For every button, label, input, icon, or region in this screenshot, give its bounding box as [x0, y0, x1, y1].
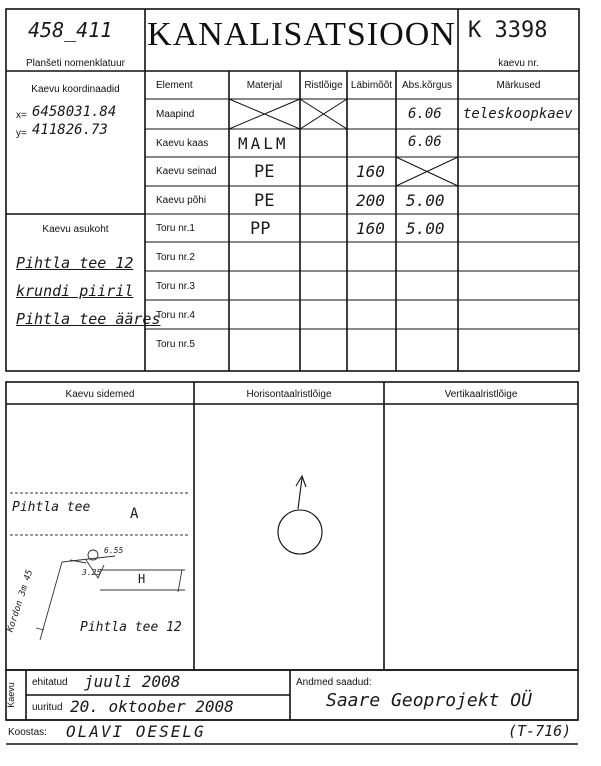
row-notes: teleskoopkaev [463, 106, 573, 122]
built-value: juuli 2008 [84, 672, 181, 691]
row-height: 5.00 [406, 191, 445, 210]
x-label: x= [16, 110, 27, 121]
row-diameter: 200 [356, 191, 385, 210]
horizontal-section-label: Horisontaalristlõige [246, 389, 332, 400]
row-material: MALM [238, 134, 289, 153]
vertical-section-label: Vertikaalristlõige [444, 389, 518, 400]
row-element: Toru nr.3 [156, 281, 195, 292]
y-label: y= [16, 128, 27, 139]
row-element: Maapind [156, 109, 195, 120]
header-cross: Ristlõige [304, 80, 343, 91]
page-title: KANALISATSIOON [147, 16, 456, 53]
sketch-side-text: Kordon 3m 45 [5, 568, 36, 634]
sketch-dim-2: 3.25 [82, 568, 102, 577]
row-material: PE [254, 191, 275, 211]
compiled-value: OLAVI OESELG [66, 722, 206, 741]
row-material: PP [250, 219, 271, 239]
built-label: ehitatud [32, 677, 68, 688]
row-element: Toru nr.1 [156, 223, 195, 234]
form-code: (T-716) [508, 722, 572, 740]
data-from-value: Saare Geoprojekt OÜ [326, 690, 532, 711]
row-height: 6.06 [408, 134, 442, 150]
row-height: 5.00 [406, 219, 445, 238]
sheet-number: 458_411 [28, 18, 113, 42]
ties-label: Kaevu sidemed [65, 389, 135, 400]
data-from-label: Andmed saadud: [296, 677, 372, 688]
location-line-1: Pihtla tee 12 [16, 254, 134, 272]
footer-side-label: Kaevu [5, 682, 16, 708]
surveyed-label: uuritud [32, 702, 63, 713]
location-line-3: Pihtla tee ääres [16, 310, 161, 328]
surveyed-value: 20. oktoober 2008 [70, 697, 234, 716]
y-value: 411826.73 [32, 122, 108, 138]
location-label: Kaevu asukoht [42, 224, 109, 235]
ties-sketch [10, 493, 190, 640]
row-diameter: 160 [356, 162, 385, 181]
row-height: 6.06 [408, 106, 442, 122]
header-diameter: Läbimõõt [350, 80, 393, 91]
row-material: PE [254, 162, 275, 182]
row-element: Toru nr.5 [156, 339, 195, 350]
well-number: K 3398 [468, 18, 548, 43]
sketch-address: Pihtla tee 12 [80, 620, 182, 635]
sketch-letter-h: H [138, 572, 146, 586]
header-notes: Märkused [496, 80, 541, 91]
sketch-dim-1: 6.55 [104, 546, 124, 555]
sketch-letter-a: A [130, 506, 139, 522]
header-material: Materjal [246, 80, 283, 91]
row-element: Kaevu seinad [156, 166, 217, 177]
compiled-label: Koostas: [8, 727, 47, 738]
well-number-label: kaevu nr. [498, 58, 539, 69]
header-height: Abs.kõrgus [401, 80, 453, 91]
header-element: Element [156, 80, 193, 91]
x-value: 6458031.84 [32, 104, 117, 120]
location-line-2: krundi piiril [16, 282, 134, 300]
row-element: Kaevu põhi [156, 195, 207, 206]
sketch-street: Pihtla tee [12, 500, 91, 515]
sheet-label: Planšeti nomenklatuur [26, 58, 125, 69]
horizontal-section-drawing [278, 476, 322, 554]
row-diameter: 160 [356, 219, 385, 238]
row-element: Toru nr.2 [156, 252, 195, 263]
row-element: Kaevu kaas [156, 138, 209, 149]
row-element: Toru nr.4 [156, 310, 195, 321]
coordinates-label: Kaevu koordinaadid [31, 84, 120, 95]
